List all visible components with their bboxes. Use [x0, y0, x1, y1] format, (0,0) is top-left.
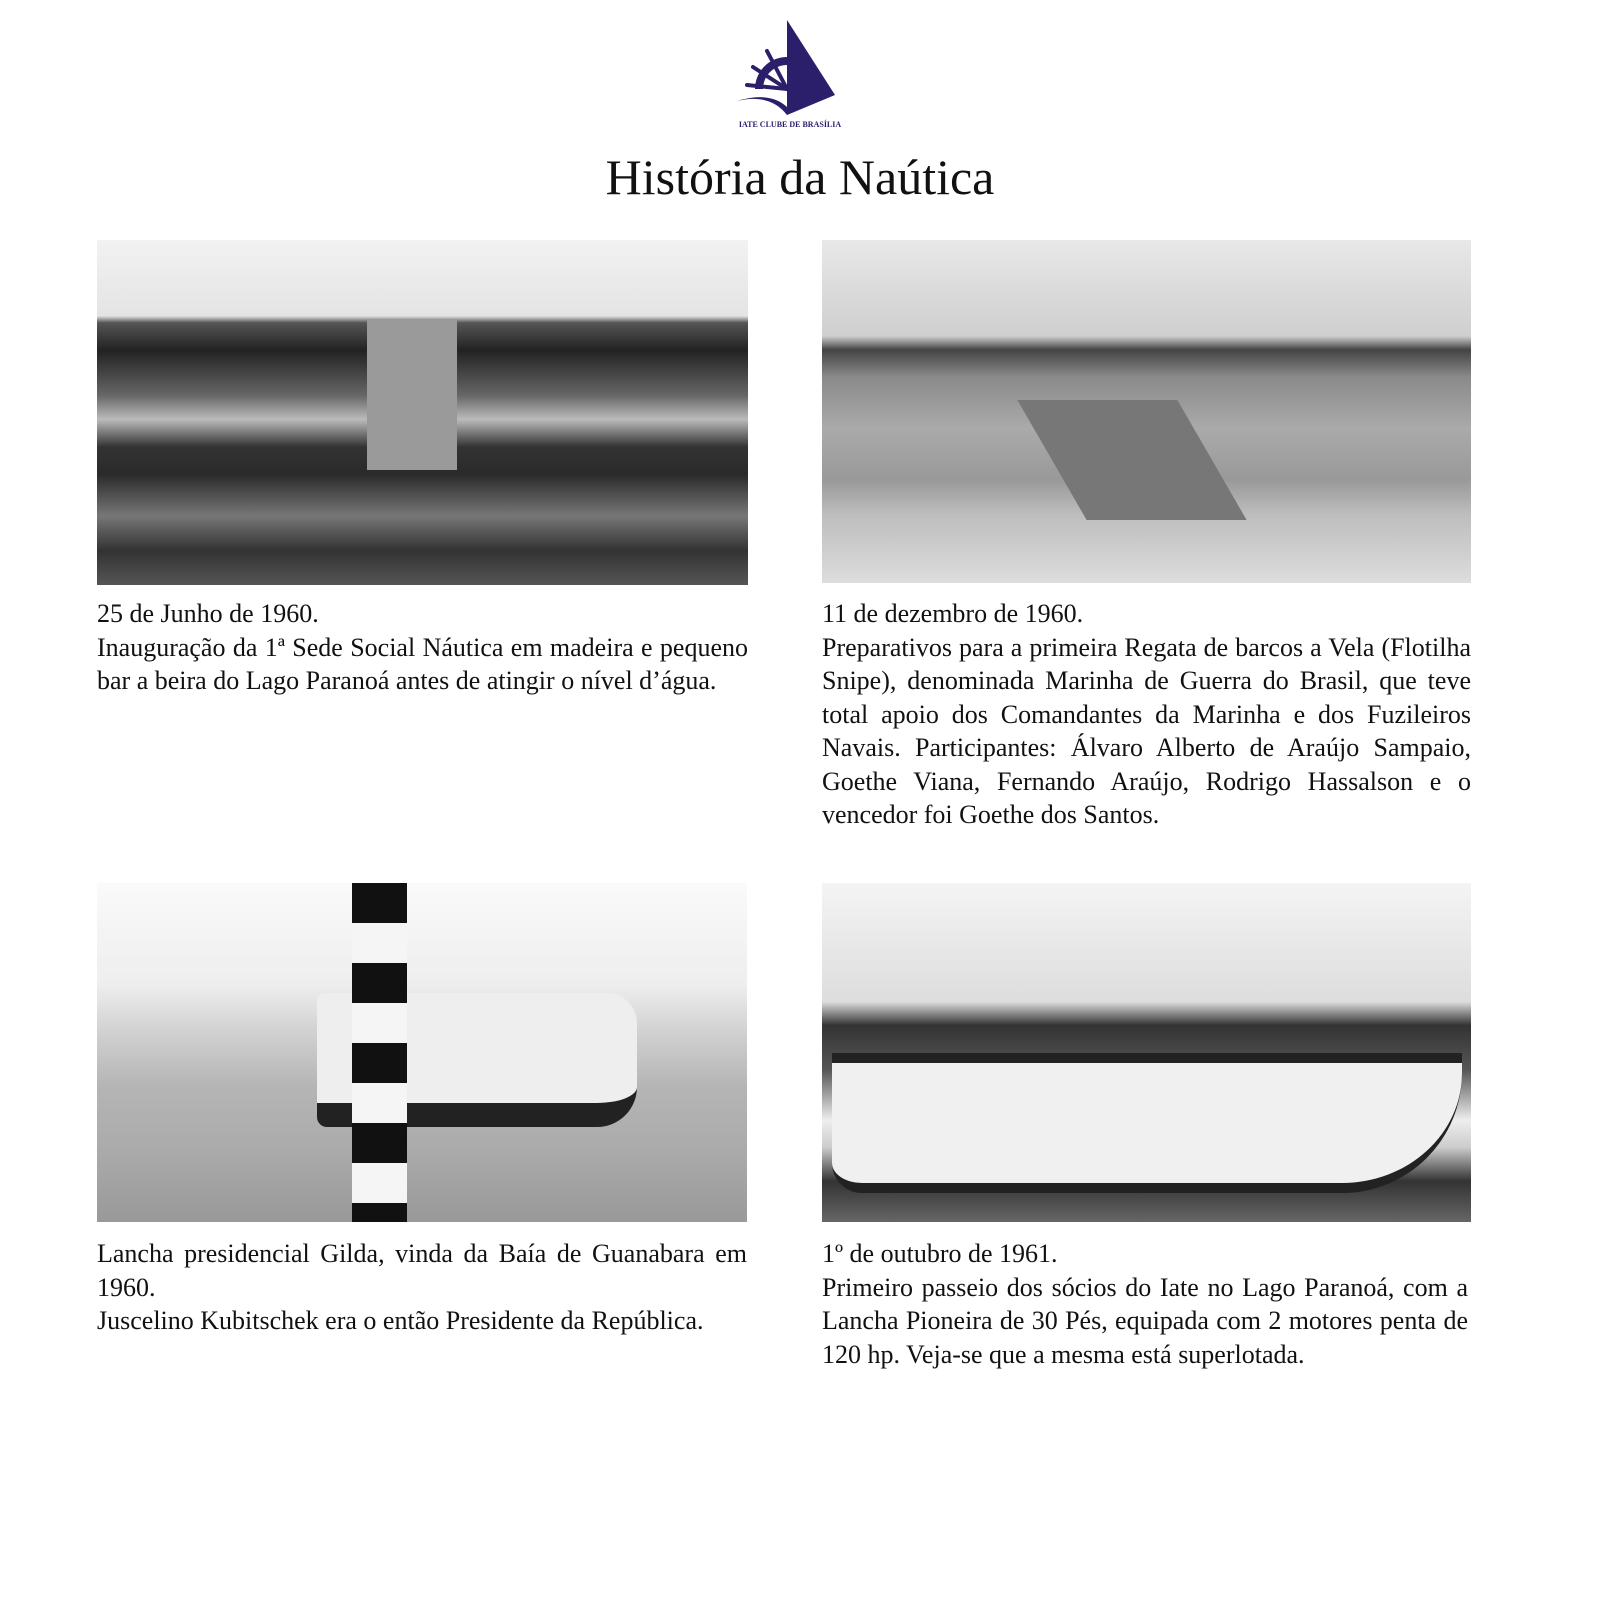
photo-clubhouse: [97, 240, 748, 585]
caption-text: Primeiro passeio dos sócios do Iate no Lago Paranoá, com a Lancha Pioneira de 30 Pés, equipada com 2 motores penta de 120 hp. Veja-se que a mesma está superlotada.: [822, 1272, 1468, 1369]
caption-text: Preparativos para a primeira Regata de barcos a Vela (Flotilha Snipe), denominada Marinha de Guerra do Brasil, que teve total apoio dos Comandantes da Marinha e dos Fuzileiros Navais. Participantes: Álvaro Alberto de Araújo Sampaio, Goethe Viana, Fernando Araújo, Rodrigo Hassalson e o vencedor foi Goethe dos Santos.: [822, 632, 1471, 829]
caption-4: [822, 1237, 1468, 1371]
caption-date: 11 de dezembro de 1960.: [822, 599, 1084, 628]
photo-overcrowded-boat: [822, 883, 1471, 1222]
caption-date: 25 de Junho de 1960.: [97, 599, 319, 628]
logo-text: IATE CLUBE DE BRASÍLIA: [738, 120, 842, 129]
photo-presidential-boat: [97, 883, 747, 1222]
caption-text: Inauguração da 1ª Sede Social Náutica em madeira e pequeno bar a beira do Lago Paranoá antes de atingir o nível d’água.: [97, 632, 748, 695]
caption-1: [97, 597, 748, 698]
caption-3: [97, 1237, 747, 1338]
caption-date: 1º de outubro de 1961.: [822, 1239, 1058, 1268]
caption-text: Juscelino Kubitschek era o então Presidente da República.: [97, 1306, 704, 1335]
photo-pier: [822, 240, 1471, 583]
page-title: História da Naútica: [605, 149, 995, 205]
caption-2: [822, 597, 1471, 832]
iate-clube-logo: [735, 15, 845, 135]
caption-text: Lancha presidencial Gilda, vinda da Baía de Guanabara em 1960.: [97, 1239, 747, 1302]
